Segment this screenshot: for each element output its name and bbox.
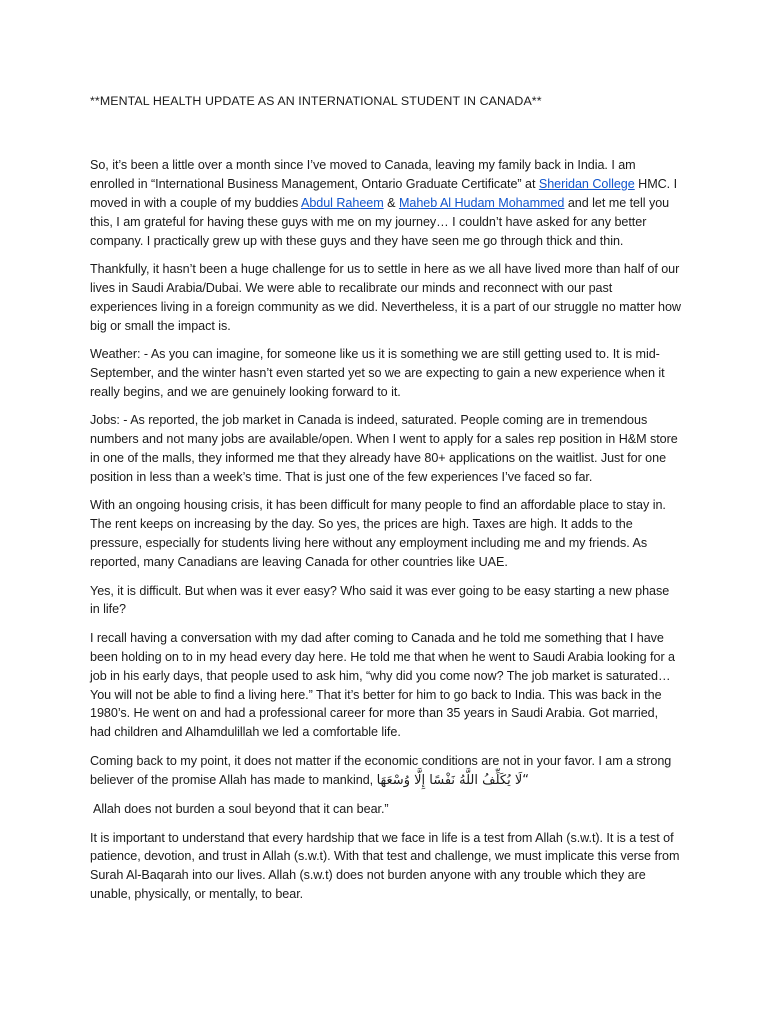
verse-translation: Allah does not burden a soul beyond that it can bear.”: [93, 802, 389, 817]
document-page: [90, 92, 682, 914]
paragraph-intro: So, it’s been a little over a month since I’ve moved to Canada, leaving my family back in India. I am enrolled in “International Business Management, Ontario Graduate Certificate” at Sheridan College HMC. I moved in with a couple of my buddies Abdul Raheem & Maheb Al Hudam Mohammed and let me tell you this, I am grateful for having these guys with me on my journey… I couldn’t have asked for any better company. I practically grew up with these guys and they have seen me go through thick and thin.: [90, 157, 678, 248]
paragraph-housing: With an ongoing housing crisis, it has been difficult for many people to find an affordable place to stay in. The rent keeps on increasing by the day. So yes, the prices are high. Taxes are high. It adds to the pressure, especially for students living here without any employment including me and my friends. As reported, many Canadians are leaving Canada for other countries like UAE.: [90, 498, 666, 570]
link-maheb-al-hudam-mohammed[interactable]: Maheb Al Hudam Mohammed: [398, 195, 565, 210]
paragraph-settling: Thankfully, it hasn’t been a huge challenge for us to settle in here as we all have lived more than half of our lives in Saudi Arabia/Dubai. We were able to recalibrate our minds and reconnect with our past experiences living in a foreign community as we did. Nevertheless, it is a part of our struggle no matter how big or small the impact is.: [90, 261, 681, 333]
paragraph-weather: Weather: - As you can imagine, for someone like us it is something we are still getting used to. It is mid-September, and the winter hasn’t even started yet so we are expecting to gain a new experience when it really begins, and we are genuinely looking forward to it.: [90, 347, 665, 399]
paragraph-hardship-test: It is important to understand that every hardship that we face in life is a test from Allah (s.w.t). It is a test of patience, devotion, and trust in Allah (s.w.t). With that test and challenge, we must implicate this verse from Surah Al-Baqarah into our lives. Allah (s.w.t) does not burden anyone with any trouble which they are unable, physically, or mentally, to bear.: [90, 830, 680, 902]
document-title: **MENTAL HEALTH UPDATE AS AN INTERNATIONAL STUDENT IN CANADA**: [90, 94, 542, 108]
arabic-verse: “لَا يُكَلِّفُ اللَّهُ نَفْسًا إِلَّا وُسْعَهَا: [376, 772, 529, 788]
link-sheridan-college[interactable]: Sheridan College: [538, 176, 635, 191]
paragraph-jobs: Jobs: - As reported, the job market in Canada is indeed, saturated. People coming are in tremendous numbers and not many jobs are available/open. When I went to apply for a sales rep position in H&M store in one of the malls, they informed me that they already have 80+ applications on the waitlist. Just for one position in less than a week’s time. That is just one of the few experiences I’ve faced so far.: [90, 413, 678, 484]
paragraph-promise: Coming back to my point, it does not matter if the economic conditions are not in your favor. I am a strong believer of the promise Allah has made to mankind, “لَا يُكَلِّفُ اللَّهُ نَفْسًا إِلَّا وُسْعَهَا: [90, 753, 672, 788]
link-abdul-raheem[interactable]: Abdul Raheem: [300, 195, 384, 210]
paragraph-dad-conversation: I recall having a conversation with my dad after coming to Canada and he told me something that I have been holding on to in my head every day here. He told me that when he went to Saudi Arabia looking for a job in his early days, that people used to ask him, “why did you come now? The job market is saturated… You will not be able to find a living here.” That it’s better for him to go back to India. This was back in the 1980’s. He went on and had a professional career for more than 35 years in Saudi Arabia. Got married, had children and Alhamdulillah we led a comfortable life.: [90, 630, 675, 740]
paragraph-difficulty: Yes, it is difficult. But when was it ever easy? Who said it was ever going to be easy starting a new phase in life?: [90, 583, 670, 617]
